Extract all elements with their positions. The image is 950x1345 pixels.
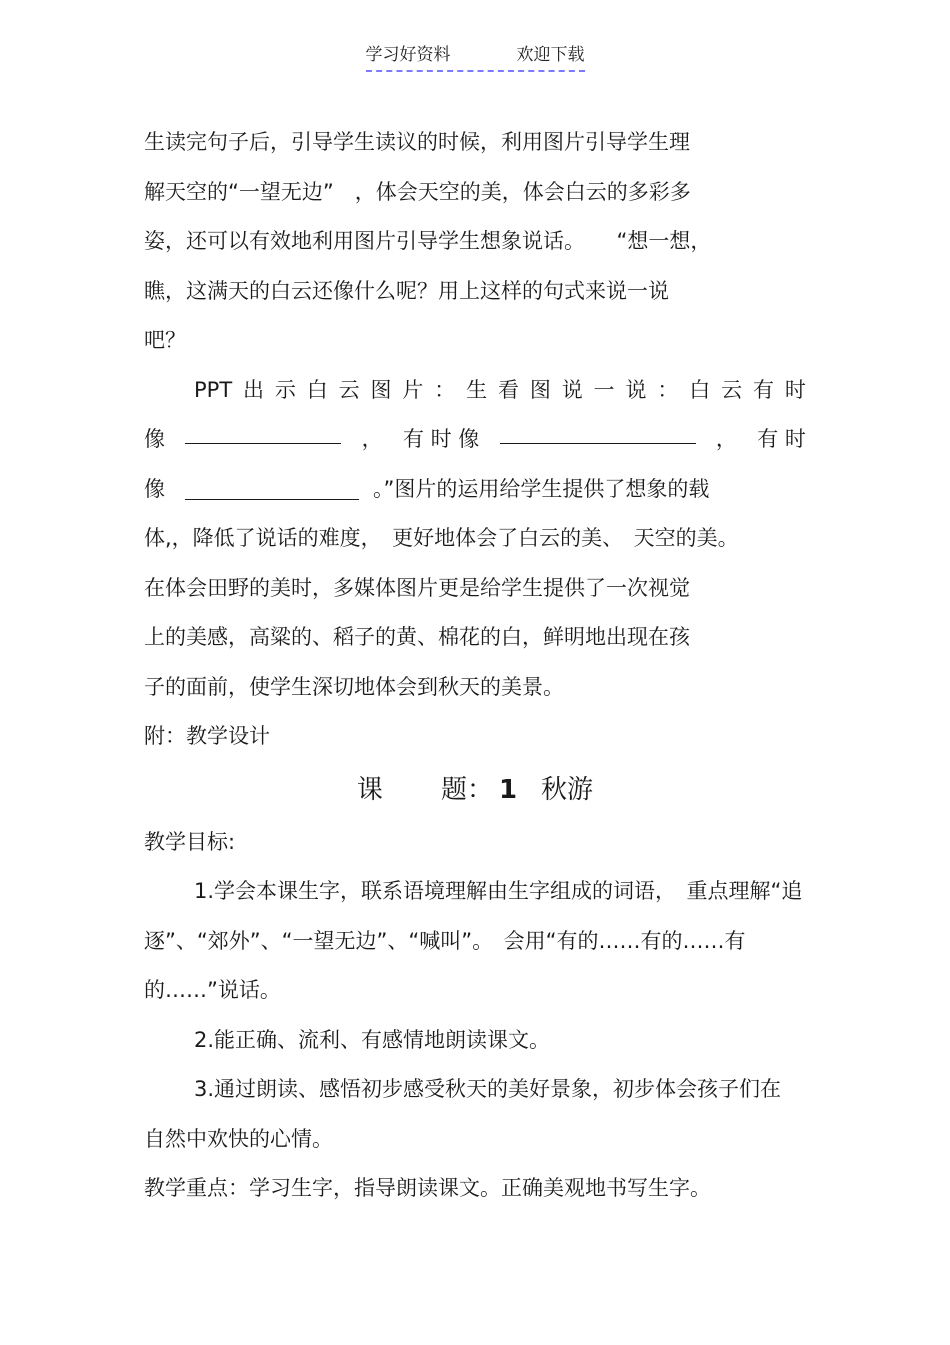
- ppt-prompt-token: 云: [338, 377, 360, 402]
- text-line: 在体会田野的美时，多媒体图片更是给学生提供了一次视觉: [144, 575, 690, 600]
- paragraph-image-guidance: [144, 118, 806, 366]
- ppt-prompt-token: 白: [306, 377, 328, 402]
- ppt-prompt-token: 图: [370, 377, 392, 402]
- text-line: 子的面前，使学生深切地体会到秋天的美景。: [144, 674, 564, 699]
- title-ti: 题：: [440, 774, 493, 805]
- text-line: 吧？: [144, 328, 186, 352]
- text-segment: ，: [361, 427, 383, 451]
- fill-in-line: [144, 415, 806, 465]
- fill-blank: [500, 415, 696, 444]
- ppt-prompt-token: 说: [625, 377, 647, 402]
- text-segment: 像: [144, 427, 165, 451]
- appendix-label: 附：教学设计: [144, 724, 270, 748]
- title-ke: 课: [356, 774, 383, 805]
- key-points: 教学重点：学习生字，指导朗读课文。正确美观地书写生字。: [144, 1176, 711, 1200]
- text-line: 瞧，这满天的白云还像什么呢？用上这样的句式来说一说: [144, 278, 669, 303]
- lesson-name: 秋游: [541, 774, 594, 805]
- ppt-prompt-token: PPT: [194, 377, 233, 402]
- ppt-prompt-token: ：: [434, 377, 456, 402]
- objective-item-1-cont: 的……”说话。: [144, 978, 281, 1002]
- text-line: 生读完句子后，引导学生读议的时候，利用图片引导学生理: [144, 130, 690, 154]
- lesson-title: [144, 762, 806, 818]
- objectives-heading: 教学目标:: [144, 829, 236, 854]
- header-right-text: 欢迎下载: [516, 45, 585, 65]
- text-segment: 像: [144, 476, 165, 501]
- ppt-prompt-token: 时: [784, 377, 806, 402]
- text-segment: 有 时: [757, 427, 806, 451]
- ppt-prompt-token: 出: [243, 377, 265, 402]
- document-body: [144, 118, 806, 1214]
- text-line: 姿，还可以有效地利用图片引导学生想象说话。 “想一想，: [144, 229, 712, 253]
- objective-item-3: 3.通过朗读、感悟初步感受秋天的美好景象，初步体会孩子们在: [194, 1077, 782, 1101]
- ppt-prompt-token: 看: [498, 377, 520, 402]
- ppt-prompt-token: 云: [721, 377, 743, 402]
- fill-blank: [185, 415, 341, 444]
- objective-item-2: 2.能正确、流利、有感情地朗读课文。: [194, 1027, 551, 1052]
- text-segment: 。”图片的运用给学生提供了想象的载: [373, 476, 710, 501]
- paragraph-ppt-exercise: [144, 366, 806, 713]
- objective-item-1-cont: 逐”、“郊外”、“一望无边”、“喊叫”。 会用“有的……有的……有: [144, 928, 746, 953]
- header-left-text: 学习好资料: [365, 45, 451, 65]
- objectives-list: [144, 867, 806, 1164]
- text-segment: ，: [715, 427, 737, 451]
- page-header: [0, 40, 950, 72]
- text-segment: 有 时 像: [402, 427, 480, 451]
- ppt-prompt-token: 说: [561, 377, 583, 402]
- text-line: 体,，降低了说话的难度， 更好地体会了白云的美、 天空的美。: [144, 526, 739, 550]
- fill-blank: [185, 471, 359, 500]
- text-line: 解天空的“一望无边” ，体会天空的美，体会白云的多彩多: [144, 179, 691, 204]
- objective-item-1: 1.学会本课生字，联系语境理解由生字组成的词语， 重点理解“追: [194, 879, 803, 903]
- fill-in-line: [144, 465, 806, 515]
- ppt-prompt-line: [144, 366, 806, 416]
- lesson-number: 1: [498, 774, 518, 805]
- ppt-prompt-token: 片: [402, 377, 424, 402]
- ppt-prompt-token: 有: [753, 377, 775, 402]
- text-line: 上的美感，高粱的、稻子的黄、棉花的白，鲜明地出现在孩: [144, 625, 690, 649]
- header-banner: [366, 40, 585, 72]
- ppt-prompt-token: ：: [657, 377, 679, 402]
- ppt-prompt-token: 白: [689, 377, 711, 402]
- ppt-prompt-token: 图: [529, 377, 551, 402]
- ppt-prompt-token: 示: [274, 377, 296, 402]
- objective-item-3-cont: 自然中欢快的心情。: [144, 1126, 333, 1151]
- ppt-prompt-token: 一: [593, 377, 615, 402]
- ppt-prompt-token: 生: [466, 377, 488, 402]
